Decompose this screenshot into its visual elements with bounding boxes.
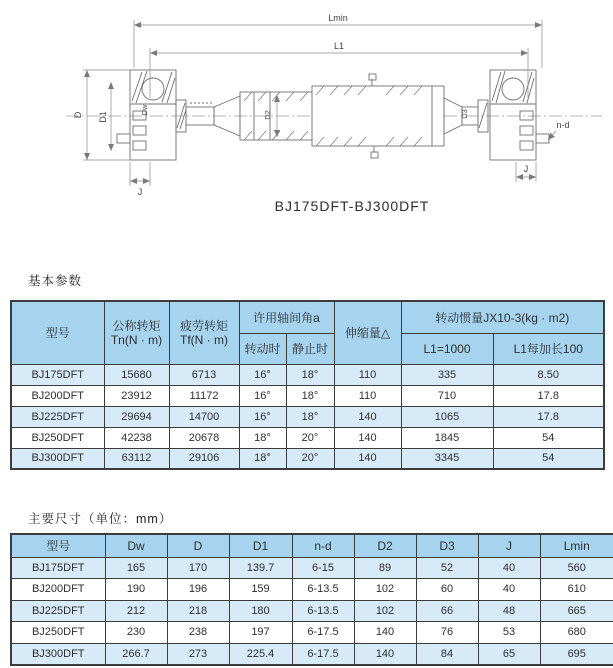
table-cell: 102 — [354, 579, 416, 601]
cardan-shaft-drawing — [0, 0, 613, 232]
table-cell: 40 — [478, 557, 540, 579]
table-row — [11, 643, 613, 665]
table-cell: 140 — [354, 622, 416, 644]
col-allowed-angle: 许用轴间角a — [239, 301, 334, 333]
table-cell: 6-17.5 — [292, 643, 354, 665]
table-cell: 23912 — [104, 385, 169, 406]
table-cell: 102 — [354, 600, 416, 622]
table-cell: 197 — [229, 622, 292, 644]
col-nominal-torque — [104, 301, 169, 364]
table-cell: 6713 — [169, 364, 239, 385]
col-d: D — [167, 534, 229, 557]
table-cell: 18° — [286, 385, 334, 406]
table-cell: 6-13.5 — [292, 579, 354, 601]
table-cell: 11172 — [169, 385, 239, 406]
table-cell: 60 — [416, 579, 478, 601]
table-cell: BJ250DFT — [11, 427, 104, 448]
basic-params-title: 基本参数 — [28, 274, 83, 288]
col-model: 型号 — [11, 534, 105, 557]
table-cell: 140 — [334, 448, 401, 469]
table-cell: BJ175DFT — [11, 557, 105, 579]
table-cell: 18° — [239, 448, 286, 469]
col-angle-static: 静止时 — [286, 333, 334, 364]
table-cell: 140 — [334, 427, 401, 448]
table-cell: 6-17.5 — [292, 622, 354, 644]
table-cell: 180 — [229, 600, 292, 622]
col-n-d: n-d — [292, 534, 354, 557]
col-fatigue-torque — [169, 301, 239, 364]
col-inertia-per-100: L1每加长100 — [493, 333, 604, 364]
table-row — [11, 385, 604, 406]
table-cell: 48 — [478, 600, 540, 622]
table-row — [11, 427, 604, 448]
table-cell: 65 — [478, 643, 540, 665]
col-inertia: 转动惯量JX10-3(kg · m2) — [401, 301, 604, 333]
table-cell: 15680 — [104, 364, 169, 385]
dim-label-dw: Dw — [140, 104, 149, 116]
table-cell: 1065 — [401, 406, 493, 427]
table-cell: 54 — [493, 448, 604, 469]
dim-label-d: D — [73, 111, 83, 119]
table-cell: 230 — [105, 622, 167, 644]
table-cell: 665 — [540, 600, 613, 622]
table-cell: 16° — [239, 385, 286, 406]
table-cell: 14700 — [169, 406, 239, 427]
table-cell: 40 — [478, 579, 540, 601]
main-dimensions-body — [11, 557, 613, 665]
table-cell: 560 — [540, 557, 613, 579]
table-cell: 42238 — [104, 427, 169, 448]
table-cell: BJ250DFT — [11, 622, 105, 644]
col-model: 型号 — [11, 301, 104, 364]
dim-label-n-d: n-d — [556, 120, 570, 130]
dim-label-j-left: J — [137, 187, 143, 197]
table-cell: BJ300DFT — [11, 643, 105, 665]
table-cell: 20678 — [169, 427, 239, 448]
col-angle-rotating: 转动时 — [239, 333, 286, 364]
table-cell: 84 — [416, 643, 478, 665]
table-cell: 66 — [416, 600, 478, 622]
table-cell: 76 — [416, 622, 478, 644]
table-cell: 139.7 — [229, 557, 292, 579]
table-cell: BJ175DFT — [11, 364, 104, 385]
table-cell: 110 — [334, 364, 401, 385]
table-cell: 1845 — [401, 427, 493, 448]
table-cell: 29694 — [104, 406, 169, 427]
table-cell: 140 — [354, 643, 416, 665]
col-fatigue-torque-line1: 疲劳转矩 — [179, 318, 228, 333]
table-cell: 18° — [239, 427, 286, 448]
table-cell: 20° — [286, 427, 334, 448]
dim-label-j-right: J — [523, 164, 529, 174]
table-cell: 140 — [334, 406, 401, 427]
table-cell: 63112 — [104, 448, 169, 469]
table-cell: 17.8 — [493, 385, 604, 406]
table-cell: 218 — [167, 600, 229, 622]
table-cell: 266.7 — [105, 643, 167, 665]
table-cell: 16° — [239, 406, 286, 427]
col-dw: Dw — [105, 534, 167, 557]
dim-label-d3: D3 — [460, 109, 469, 119]
col-j: J — [478, 534, 540, 557]
table-cell: 18° — [286, 406, 334, 427]
col-d3: D3 — [416, 534, 478, 557]
dim-label-lmin: Lmin — [328, 13, 348, 23]
table-cell: 159 — [229, 579, 292, 601]
drawing-caption: BJ175DFT-BJ300DFT — [274, 198, 430, 214]
table-cell: 16° — [239, 364, 286, 385]
table-cell: 196 — [167, 579, 229, 601]
table-cell: 89 — [354, 557, 416, 579]
main-dimensions-table — [10, 533, 613, 666]
col-d2: D2 — [354, 534, 416, 557]
table-cell: 29106 — [169, 448, 239, 469]
table-row — [11, 364, 604, 385]
table-row — [11, 622, 613, 644]
table-row — [11, 448, 604, 469]
table-cell: 610 — [540, 579, 613, 601]
table-cell: BJ300DFT — [11, 448, 104, 469]
col-d1: D1 — [229, 534, 292, 557]
dim-label-d1: D1 — [98, 111, 108, 123]
table-cell: 695 — [540, 643, 613, 665]
table-cell: 20° — [286, 448, 334, 469]
table-row — [11, 600, 613, 622]
table-cell: 6-15 — [292, 557, 354, 579]
table-cell: BJ225DFT — [11, 600, 105, 622]
table-cell: 212 — [105, 600, 167, 622]
table-cell: 17.8 — [493, 406, 604, 427]
table-cell: 170 — [167, 557, 229, 579]
table-row — [11, 557, 613, 579]
table-cell: 273 — [167, 643, 229, 665]
main-dimensions-title: 主要尺寸（单位：mm） — [28, 512, 173, 526]
table-row — [11, 579, 613, 601]
table-cell: BJ200DFT — [11, 579, 105, 601]
table-cell: 225.4 — [229, 643, 292, 665]
basic-params-table — [10, 300, 605, 470]
table-cell: 8.50 — [493, 364, 604, 385]
table-cell: 165 — [105, 557, 167, 579]
table-cell: BJ225DFT — [11, 406, 104, 427]
table-cell: 110 — [334, 385, 401, 406]
table-cell: 6-13.5 — [292, 600, 354, 622]
table-cell: 680 — [540, 622, 613, 644]
table-cell: 190 — [105, 579, 167, 601]
col-nominal-torque-line1: 公称转矩 — [112, 318, 161, 333]
col-lmin: Lmin — [540, 534, 613, 557]
dim-label-d2: D2 — [263, 110, 272, 120]
table-cell: 335 — [401, 364, 493, 385]
col-nominal-torque-line2: Tn(N · m) — [110, 332, 163, 347]
table-cell: BJ200DFT — [11, 385, 104, 406]
table-cell: 53 — [478, 622, 540, 644]
table-cell: 18° — [286, 364, 334, 385]
left-flange-assembly — [117, 70, 240, 160]
table-cell: 238 — [167, 622, 229, 644]
col-fatigue-torque-line2: Tf(N · m) — [180, 332, 228, 347]
table-row — [11, 406, 604, 427]
dim-label-l1: L1 — [333, 41, 345, 51]
col-inertia-l1-1000: L1=1000 — [401, 333, 493, 364]
table-cell: 3345 — [401, 448, 493, 469]
table-cell: 52 — [416, 557, 478, 579]
basic-params-body — [11, 364, 604, 469]
col-extension: 伸缩量△ — [334, 301, 401, 364]
technical-drawing — [0, 0, 613, 232]
table-cell: 710 — [401, 385, 493, 406]
table-cell: 54 — [493, 427, 604, 448]
